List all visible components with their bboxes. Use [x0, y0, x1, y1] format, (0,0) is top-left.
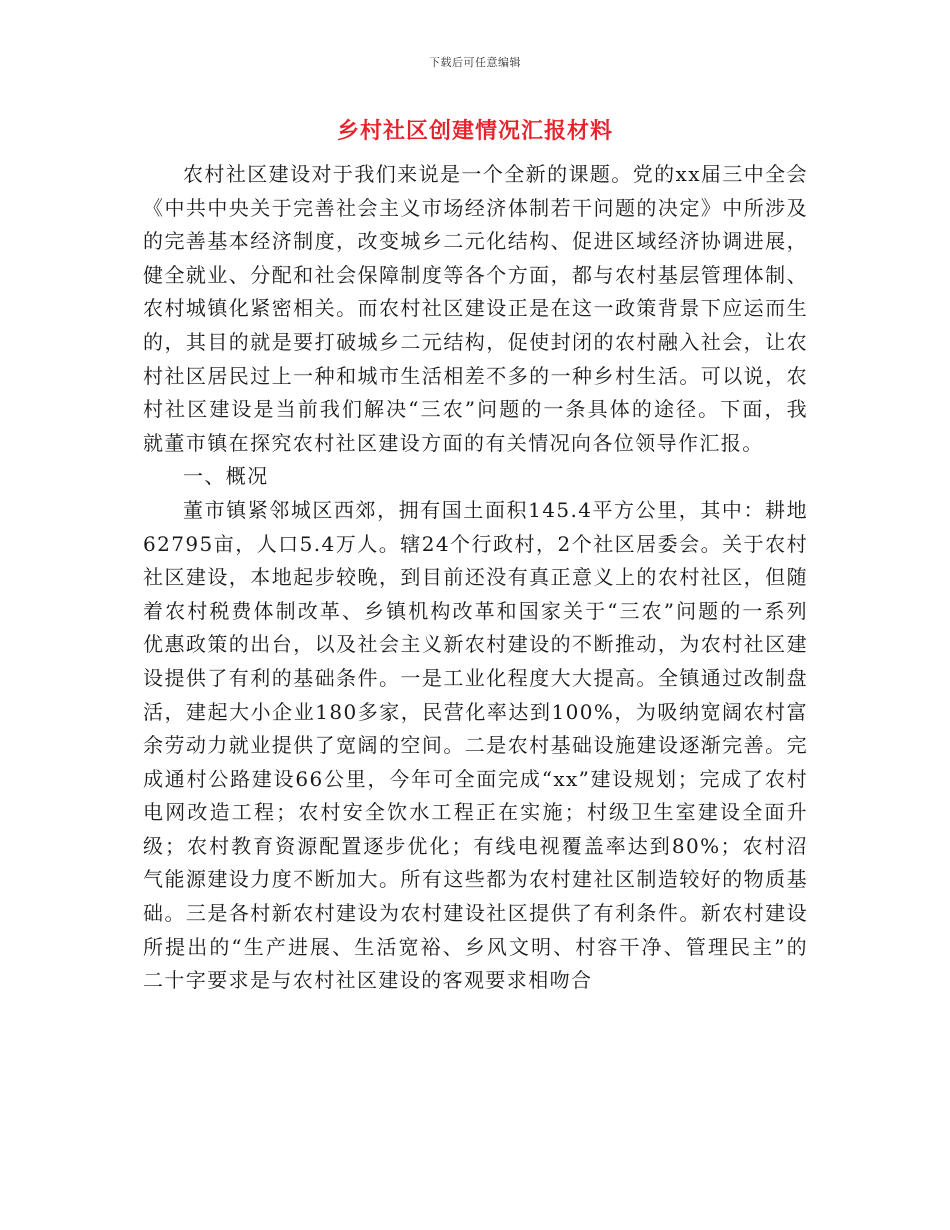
section-heading-overview: 一、概况 — [183, 464, 269, 489]
document-body — [143, 158, 808, 998]
paragraph-intro: 农村社区建设对于我们来说是一个全新的课题。党的xx届三中全会《中共中央关于完善社会主义市场经济体制若干问题的决定》中所涉及的完善基本经济制度，改变城乡二元化结构、促进区域经济协调进展，健全就业、分配和社会保障制度等各个方面，都与农村基层管理体制、农村城镇化紧密相关。而农村社区建设正是在这一政策背景下应运而生的，其目的就是要打破城乡二元结构，促使封闭的农村融入社会，让农村社区居民过上一种和城市生活相差不多的一种乡村生活。可以说，农村社区建设是当前我们解决“三农”问题的一条具体的途径。下面，我就董市镇在探究农村社区建设方面的有关情况向各位领导作汇报。 — [143, 162, 808, 455]
document-title: 乡村社区创建情况汇报材料 — [336, 118, 613, 144]
header-note: 下载后可任意编辑 — [429, 56, 521, 69]
paragraph-overview: 董市镇紧邻城区西郊，拥有国土面积145.4平方公里，其中：耕地62795亩，人口5.4万人。辖24个行政村，2个社区居委会。关于农村社区建设，本地起步较晚，到目前还没有真正意义上的农村社区，但随着农村税费体制改革、乡镇机构改革和国家关于“三农”问题的一系列优惠政策的出台，以及社会主义新农村建设的不断推动，为农村社区建设提供了有利的基础条件。一是工业化程度大大提高。全镇通过改制盘活，建起大小企业180多家，民营化率达到100%，为吸纳宽阔农村富余劳动力就业提供了宽阔的空间。二是农村基础设施建设逐渐完善。完成通村公路建设66公里，今年可全面完成“xx”建设规划；完成了农村电网改造工程；农村安全饮水工程正在实施；村级卫生室建设全面升级；农村教育资源配置逐步优化；有线电视覆盖率达到80%；农村沼气能源建设力度不断加大。所有这些都为农村建社区制造较好的物质基础。三是各村新农村建设为农村建设社区提供了有利条件。新农村建设所提出的“生产进展、生活宽裕、乡风文明、村容干净、管理民主”的二十字要求是与农村社区建设的客观要求相吻合 — [143, 497, 808, 993]
